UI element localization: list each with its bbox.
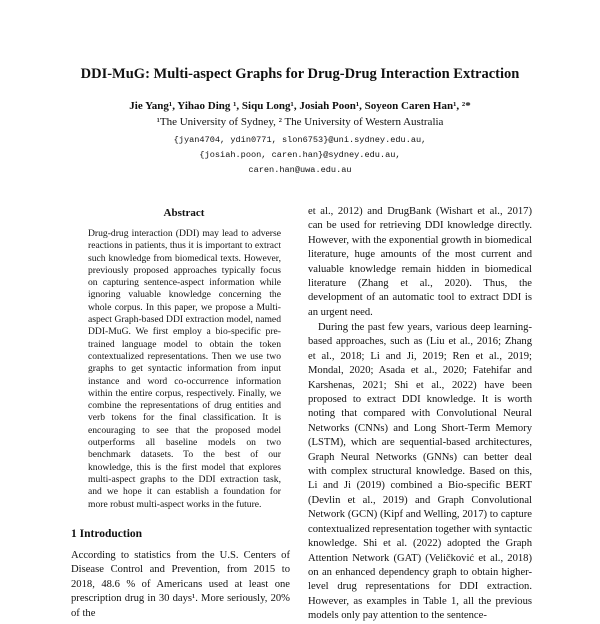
- abstract-heading: Abstract: [163, 207, 205, 219]
- right-column-paragraph: et al., 2012) and DrugBank (Wishart et al., 2017) can be used for retrieving DDI knowledge directly. However, with the exponential growth in biomedical literature, huge amounts of the most current and valuable knowledge remain hidden in biomedical literature (Zhang et al., 2020). Thus, the development of an automatic tool to extract DDI is an urgent need.: [308, 206, 532, 318]
- author-list: Jie Yang¹, Yihao Ding ¹, Siqu Long¹, Josiah Poon¹, Soyeon Caren Han¹, ²*: [129, 100, 471, 112]
- abstract-body: Drug-drug interaction (DDI) may lead to adverse reactions in patients, thus it is important to extract such knowledge from biomedical texts. However, previously proposed approaches typically focus on capturing sentence-aspect information while ignoring valuable knowledge concerning the whole corpus. In this paper, we propose a Multi-aspect Graph-based DDI extraction model, named DDI-MuG. We first employ a bio-specific pre-trained language model to obtain the token contextualized representations. Then we use two graphs to get syntactic information from input instance and word co-occurrence information within the entire corpus, respectively. Finally, we combine the representations of drug entities and verb tokens for the final classification. It is encouraging to see that the proposed model outperforms all baseline models on two benchmark datasets. To the best of our knowledge, this is the first model that explores multi-aspect graphs to the DDI extraction task, and we hope it can establish a foundation for more robust multi-aspect works in the future.: [88, 228, 281, 510]
- right-column-paragraph: During the past few years, various deep learning-based approaches, such as (Liu et al., 2016; Zhang et al., 2018; Li and Ji, 2019; Ren et al., 2019; Mondal, 2020; Asada et al., 2020; Fatehifar and Karshenas, 2021; Shi et al., 2022) have been proposed to extract DDI knowledge. It is worth noting that compared with Convolutional Neural Networks (CNNs) and Long Short-Term Memory (LSTM), which are sequential-based architectures, Graph Neural Networks (GNNs) can better deal with complex structural knowledge. Based on this, Li and Ji (2019) combined a Bio-specific BERT (Devlin et al., 2019) and Graph Convolutional Network (GCN) (Kipf and Welling, 2017) to capture contextualized representation together with syntactic knowledge. Shi et al. (2022) adopted the Graph Attention Network (GAT) (Veličković et al., 2018) on an enhanced dependency graph to obtain higher-level drug representations for DDI extraction. However, as examples in Table 1, all the previous models only pay attention to the sentence-: [308, 322, 532, 622]
- section-heading-introduction: 1 Introduction: [71, 528, 143, 540]
- email-line: {jyan4704, ydin0771, slon6753}@uni.sydney.edu.au,: [173, 135, 427, 145]
- intro-paragraph: According to statistics from the U.S. Centers of Disease Control and Prevention, from 2015 to 2018, 48.6 % of Americans used at least one prescription drug in 30 days¹. More seriously, 20% of the: [71, 550, 290, 619]
- email-line: caren.han@uwa.edu.au: [248, 165, 352, 175]
- affiliations: ¹The University of Sydney, ² The University of Western Australia: [156, 116, 444, 128]
- paper-title: DDI-MuG: Multi-aspect Graphs for Drug-Drug Interaction Extraction: [80, 66, 520, 82]
- email-line: {josiah.poon, caren.han}@sydney.edu.au,: [199, 150, 401, 160]
